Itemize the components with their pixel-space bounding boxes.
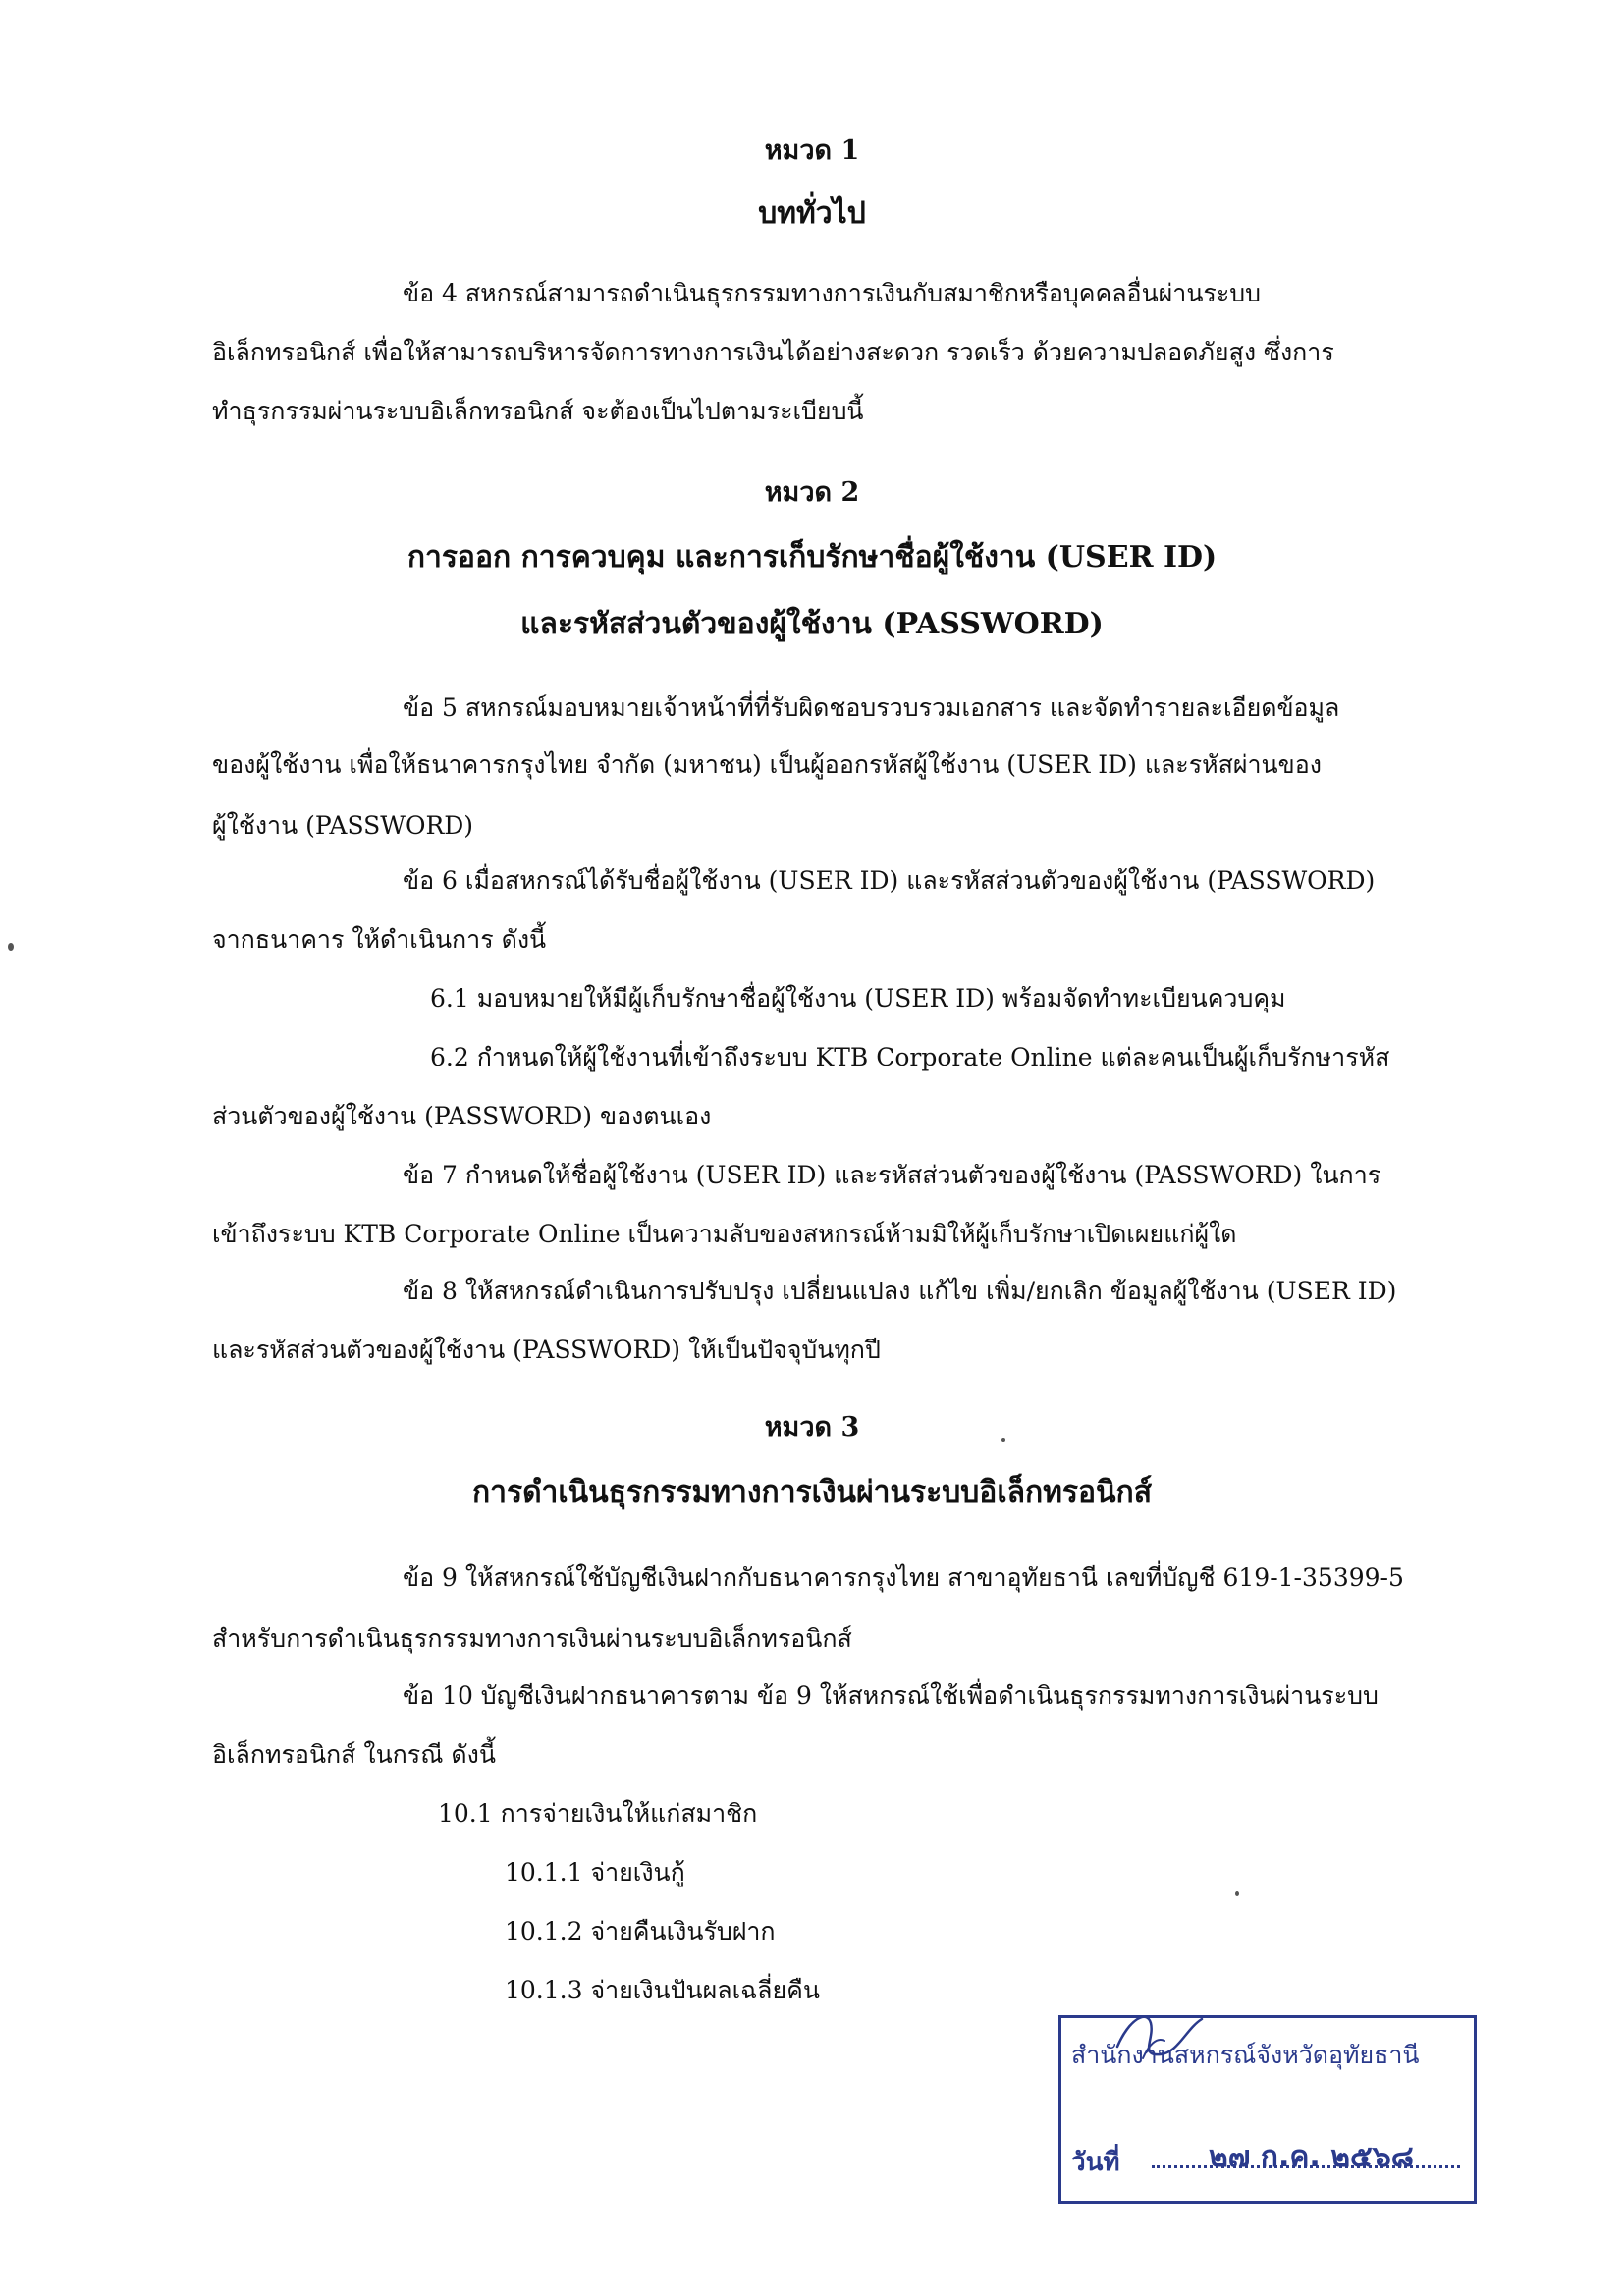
clause-6-1: 6.1 มอบหมายให้มีผู้เก็บรักษาชื่อผู้ใช้งาน (USER ID) พร้อมจัดทำทะเบียนควบคุม: [430, 984, 1286, 1012]
clause-10-line-1: ข้อ 10 บัญชีเงินฝากธนาคารตาม ข้อ 9 ให้สหกรณ์ใช้เพื่อดำเนินธุรกรรมทางการเงินผ่านระบบ: [403, 1681, 1379, 1710]
stamp-office-name: สำนักงานสหกรณ์จังหวัดอุทัยธานี: [1071, 2041, 1420, 2069]
chapter-2-title-line-1: การออก การควบคุม และการเก็บรักษาชื่อผู้ใช้งาน (USER ID): [406, 540, 1218, 574]
chapter-3-label: หมวด 3: [764, 1412, 860, 1443]
clause-4-line-3: ทำธุรกรรมผ่านระบบอิเล็กทรอนิกส์ จะต้องเป็นไปตามระเบียบนี้: [212, 397, 864, 425]
clause-9-line-1: ข้อ 9 ให้สหกรณ์ใช้บัญชีเงินฝากกับธนาคารกรุงไทย สาขาอุทัยธานี เลขที่บัญชี 619-1-35399-5: [403, 1563, 1404, 1592]
clause-8-line-1: ข้อ 8 ให้สหกรณ์ดำเนินการปรับปรุง เปลี่ยนแปลง แก้ไข เพิ่ม/ยกเลิก ข้อมูลผู้ใช้งาน (USER ID): [403, 1277, 1397, 1305]
clause-10-line-2: อิเล็กทรอนิกส์ ในกรณี ดังนี้: [212, 1740, 496, 1769]
chapter-2-label: หมวด 2: [764, 477, 860, 508]
clause-7-line-1: ข้อ 7 กำหนดให้ชื่อผู้ใช้งาน (USER ID) และรหัสส่วนตัวของผู้ใช้งาน (PASSWORD) ในการ: [403, 1161, 1381, 1189]
clause-7-line-2: เข้าถึงระบบ KTB Corporate Online เป็นความลับของสหกรณ์ห้ามมิให้ผู้เก็บรักษาเปิดเผยแก่ผู้ใด: [212, 1220, 1237, 1248]
clause-5-line-3: ผู้ใช้งาน (PASSWORD): [212, 811, 474, 840]
stamp-date-label: วันที่: [1071, 2148, 1120, 2177]
clause-10-1-2: 10.1.2 จ่ายคืนเงินรับฝาก: [505, 1917, 776, 1945]
handwritten-signature: [1100, 1999, 1218, 2078]
chapter-3-title: การดำเนินธุรกรรมทางการเงินผ่านระบบอิเล็กทรอนิกส์: [471, 1475, 1153, 1509]
clause-5-line-2: ของผู้ใช้งาน เพื่อให้ธนาคารกรุงไทย จำกัด (มหาชน) เป็นผู้ออกรหัสผู้ใช้งาน (USER ID) และรหัสผ่านของ: [212, 750, 1322, 779]
clause-5-line-1: ข้อ 5 สหกรณ์มอบหมายเจ้าหน้าที่ที่รับผิดชอบรวบรวมเอกสาร และจัดทำรายละเอียดข้อมูล: [403, 693, 1340, 722]
clause-6-line-1: ข้อ 6 เมื่อสหกรณ์ได้รับชื่อผู้ใช้งาน (USER ID) และรหัสส่วนตัวของผู้ใช้งาน (PASSWORD): [403, 866, 1376, 895]
scan-speck: [8, 943, 14, 951]
clause-10-1-1: 10.1.1 จ่ายเงินกู้: [505, 1858, 685, 1886]
scan-speck: [1235, 1891, 1239, 1896]
clause-6-2-line-2: ส่วนตัวของผู้ใช้งาน (PASSWORD) ของตนเอง: [212, 1102, 712, 1130]
clause-10-1: 10.1 การจ่ายเงินให้แก่สมาชิก: [438, 1799, 758, 1828]
chapter-1-label: หมวด 1: [764, 136, 860, 166]
clause-10-1-3: 10.1.3 จ่ายเงินปันผลเฉลี่ยคืน: [505, 1976, 820, 2004]
clause-8-line-2: และรหัสส่วนตัวของผู้ใช้งาน (PASSWORD) ให้เป็นปัจจุบันทุกปี: [212, 1336, 881, 1364]
clause-6-2-line-1: 6.2 กำหนดให้ผู้ใช้งานที่เข้าถึงระบบ KTB Corporate Online แต่ละคนเป็นผู้เก็บรักษารหัส: [430, 1043, 1390, 1071]
scan-speck: [1001, 1438, 1005, 1442]
stamp-date-value: ๒๗ ก.ค. ๒๕๖๘: [1209, 2140, 1414, 2174]
clause-4-line-1: ข้อ 4 สหกรณ์สามารถดำเนินธุรกรรมทางการเงินกับสมาชิกหรือบุคคลอื่นผ่านระบบ: [403, 279, 1262, 307]
clause-9-line-2: สำหรับการดำเนินธุรกรรมทางการเงินผ่านระบบอิเล็กทรอนิกส์: [212, 1624, 852, 1653]
clause-4-line-2: อิเล็กทรอนิกส์ เพื่อให้สามารถบริหารจัดการทางการเงินได้อย่างสะดวก รวดเร็ว ด้วยความปลอดภัยสูง ซึ่งการ: [212, 338, 1334, 366]
clause-6-line-2: จากธนาคาร ให้ดำเนินการ ดังนี้: [212, 925, 547, 954]
chapter-2-title-line-2: และรหัสส่วนตัวของผู้ใช้งาน (PASSWORD): [520, 607, 1104, 641]
chapter-1-title: บททั่วไป: [758, 196, 866, 231]
